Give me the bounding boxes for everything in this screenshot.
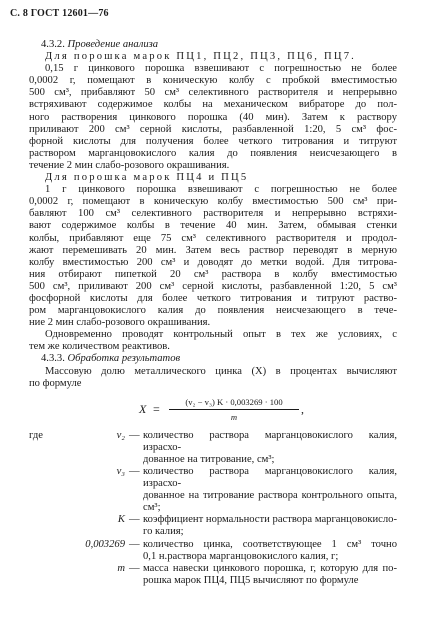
text-line: ние 2 мин слабо-розового окрашивания. — [29, 317, 211, 329]
symbol-text: 0,003269 — [85, 538, 125, 550]
definition-lead — [29, 563, 81, 575]
definition-symbol — [81, 539, 129, 551]
definition-lead — [29, 539, 81, 551]
text-line: бавляют 100 см³ селективного растворителя и непрерывно встряхи- — [29, 208, 397, 220]
paragraph-control-test — [29, 329, 397, 353]
definition-symbol — [81, 430, 129, 454]
definition-text: коэффициент нормальности раствора марганцовокисло- — [143, 514, 397, 526]
definition-lead — [29, 502, 81, 514]
definition-text: 0,1 н.раствора марганцовокислого калия, г; — [143, 550, 339, 562]
definition-symbol — [81, 563, 129, 575]
document-body — [29, 39, 397, 587]
definition-text: дованное на титрование, см³; — [143, 453, 275, 465]
text-line: 1 г цинкового порошка взвешивают с погрешностью не более — [45, 184, 397, 196]
section-number: 4.3.3. — [41, 353, 65, 365]
definition-text: го калия; — [143, 526, 184, 538]
formula-fraction — [169, 396, 299, 423]
page-header: С. 8 ГОСТ 12601—76 — [10, 8, 109, 19]
definition-lead: где — [29, 429, 43, 441]
definition-text: дованное на титрование раствора контрольного опыта, — [143, 490, 397, 502]
text-line: 500 см³, прибавляют 50 см³ селективного растворителя и непрерывно — [29, 87, 397, 99]
definition-line — [29, 430, 397, 454]
text-line: 0,0002 г, помещают в коническую колбу с пробкой вместимостью — [29, 75, 397, 87]
text-line: встряхивают содержимое колбы на механическом вибраторе до пол- — [29, 99, 397, 111]
definition-dash: — — [129, 538, 140, 550]
text-line: ния отбирают пипеткой 20 см³ раствора в колбу вместимостью — [29, 268, 397, 280]
definition-line — [29, 454, 397, 466]
symbol-text: v₃ — [116, 466, 125, 477]
paragraph-pc4-procedure — [29, 184, 397, 329]
definition-line — [29, 514, 397, 526]
definition-line — [29, 551, 397, 563]
formula-comma: , — [301, 401, 304, 416]
symbol-text: v₂ — [116, 429, 125, 441]
definition-line — [29, 526, 397, 538]
formula-denominator: m — [230, 411, 238, 422]
section-title: Обработка результатов — [67, 353, 181, 365]
definition-symbol — [81, 466, 129, 490]
text-line: колбы, прибавляют еще 75 см³ селективного растворителя и продол- — [29, 232, 397, 244]
text-line: форной кислоты для получения более четкого титрования и титруют — [29, 135, 397, 147]
text-line: приливают 200 см³ серной кислоты, разбавленной 1:20, 5 см³ фос- — [29, 123, 397, 135]
definition-dash: — — [129, 466, 140, 477]
subheading-pc1-pc7: Для порошка марок ПЦ1, ПЦ2, ПЦ3, ПЦ6, ПЦ7. — [45, 51, 357, 63]
definition-text: рошка марок ПЦ4, ПЦ5 вычисляют по формуле — [143, 574, 359, 586]
text-line: ного растворения цинкового порошка (40 мин). Затем к раствору — [29, 111, 397, 123]
definition-text: количество раствора марганцовокислого калия, израсхо- — [143, 429, 397, 453]
definition-symbol — [81, 575, 129, 587]
symbol-text: K — [117, 514, 125, 526]
section-4-3-3 — [29, 353, 397, 365]
section-4-3-2 — [29, 39, 397, 51]
text-line: течение 2 мин слабо-розового окрашивания. — [29, 159, 230, 171]
formula-lhs: X — [139, 401, 147, 416]
formula-equals: = — [153, 401, 160, 416]
text-line: тем же количеством реактивов. — [29, 341, 170, 353]
formula-numerator: (v₂ − v₃) K · 0,003269 · 100 — [169, 396, 299, 410]
definition-lead — [29, 490, 81, 502]
definition-line — [29, 502, 397, 514]
zinc-formula — [29, 396, 397, 422]
definition-dash — [129, 454, 143, 466]
definition-dash: — — [129, 562, 140, 574]
definition-lead — [29, 575, 81, 587]
definition-line — [29, 539, 397, 551]
definition-lead — [29, 514, 81, 526]
text-line: по формуле — [29, 377, 82, 389]
text-line: 0,0002 г, помещают в коническую колбу вместимостью 500 см³ при- — [29, 196, 397, 208]
definition-line — [29, 563, 397, 575]
text-line: Массовую долю металлического цинка (X) в процентах вычисляют — [45, 365, 397, 377]
definition-text: см³; — [143, 502, 161, 514]
text-line: Одновременно проводят контрольный опыт в тех же условиях, с — [45, 329, 397, 341]
paragraph-pc1-procedure — [29, 63, 397, 172]
variable-definitions — [29, 430, 397, 587]
definition-lead — [29, 466, 81, 490]
definition-line — [29, 490, 397, 502]
definition-symbol — [81, 490, 129, 502]
definition-dash: — — [129, 514, 140, 526]
definition-lead — [29, 526, 81, 538]
section-number: 4.3.2. — [41, 39, 65, 50]
text-line: 0,15 г цинкового порошка взвешивают с погрешностью не более — [45, 63, 397, 75]
definition-dash — [129, 575, 143, 587]
definition-text: масса навески цинкового порошка, г, которую для по- — [143, 562, 397, 574]
text-line: 500 см³, приливают 200 см³ серной кислоты, разбавленной 1:20, 5 см³ — [29, 280, 397, 292]
definition-symbol — [81, 454, 129, 466]
text-line: ром марганцовокислого калия до появления неисчезающего в тече- — [29, 305, 397, 317]
paragraph-formula-intro — [29, 366, 397, 390]
text-line: вают содержимое колбы в течение 40 мин. Затем, обмывая стенки — [29, 220, 397, 232]
definition-line — [29, 575, 397, 587]
definition-dash — [129, 502, 143, 514]
definition-lead — [29, 454, 81, 466]
symbol-text: m — [117, 562, 125, 574]
definition-dash — [129, 551, 143, 563]
subheading-pc4-pc5: Для порошка марок ПЦ4 и ПЦ5 — [45, 172, 249, 184]
definition-symbol — [81, 551, 129, 563]
definition-symbol — [81, 526, 129, 538]
definition-lead — [29, 551, 81, 563]
definition-line — [29, 466, 397, 490]
text-line: жают перемешивать 20 мин. Затем весь раствор переводят в мерную — [29, 244, 397, 256]
definition-dash — [129, 526, 143, 538]
text-line: раствором марганцовокислого калия до появления неисчезающего в — [29, 147, 397, 159]
section-title: Проведение анализа — [67, 39, 159, 50]
definition-symbol — [81, 502, 129, 514]
definition-dash — [129, 490, 143, 502]
definition-text: количество раствора марганцовокислого калия, израсхо- — [143, 466, 397, 490]
definition-dash: — — [129, 429, 140, 441]
text-line: колбу вместимостью 200 см³ и доводят до метки водой. Для титрова- — [29, 256, 397, 268]
definition-text: количество цинка, соответствующее 1 см³ точно — [143, 538, 397, 550]
text-line: фосфорной кислоты для более четкого титрования и титруют раство- — [29, 292, 397, 304]
definition-symbol — [81, 514, 129, 526]
